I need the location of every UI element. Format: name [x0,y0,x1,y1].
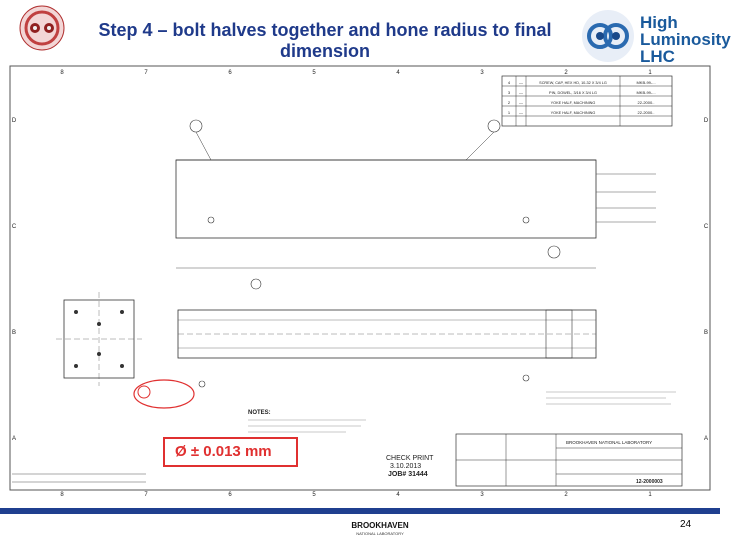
parts-list-cell: YOKE HALF, MACHINING [550,111,596,115]
zone-col-label: 8 [60,492,64,498]
zone-col-label: 4 [396,70,400,76]
svg-text:BROOKHAVEN NATIONAL LABORATORY: BROOKHAVEN NATIONAL LABORATORY [566,440,653,445]
zone-col-label: 3 [480,70,484,76]
svg-text:NOTES:: NOTES: [248,410,271,416]
parts-list-cell: MKB-99-... [636,80,656,85]
zone-col-label: 2 [564,492,568,498]
zone-row-label: D [703,118,709,124]
hl-lhc-wordmark: High Luminosity LHC [640,13,731,66]
parts-list-cell: — [519,90,523,95]
zone-col-label: 5 [312,70,316,76]
zone-col-label: 8 [60,70,64,76]
tolerance-callout: Ø ± 0.013 mm [163,437,298,467]
zone-col-label: 7 [144,492,148,498]
brookhaven-logo [340,518,420,538]
zone-row-label: A [703,436,709,442]
svg-text:3.10.2013: 3.10.2013 [390,463,422,470]
zone-row-label: B [11,330,17,336]
svg-text:BROOKHAVEN: BROOKHAVEN [351,521,409,530]
parts-list-cell: 4 [507,80,511,85]
zone-row-label: C [703,224,709,230]
parts-list-cell: 2 [507,100,511,105]
zone-col-label: 6 [228,492,232,498]
zone-col-label: 4 [396,492,400,498]
parts-list-cell: PIN, DOWEL, 3/16 X 3/4 LG [549,91,597,95]
zone-row-label: B [703,330,709,336]
parts-list-cell: 22-2000.. [637,100,655,105]
parts-list-cell: 1 [507,110,511,115]
zone-col-label: 6 [228,70,232,76]
lhc-magnet-logo [18,4,66,52]
parts-list-cell: — [519,100,523,105]
zone-row-label: A [11,436,17,442]
svg-text:12-2000003: 12-2000003 [636,479,663,485]
zone-col-label: 5 [312,492,316,498]
parts-list-cell: 22-2000.. [637,110,655,115]
parts-list-cell: MKB-99-... [636,90,656,95]
zone-col-label: 1 [648,70,652,76]
parts-list-cell: — [519,110,523,115]
parts-list-cell: 3 [507,90,511,95]
zone-col-label: 2 [564,70,568,76]
footer-bar [0,508,720,514]
zone-row-label: D [11,118,17,124]
svg-text:JOB# 31444: JOB# 31444 [388,471,428,478]
parts-list-cell: YOKE HALF, MACHINING [550,101,596,105]
zone-col-label: 1 [648,492,652,498]
engineering-drawing [6,62,714,500]
parts-list-cell: — [519,80,523,85]
page-number: 24 [680,519,692,530]
slide-title: Step 4 – bolt halves together and hone radius to final dimension [98,20,552,61]
svg-text:NATIONAL LABORATORY: NATIONAL LABORATORY [356,531,404,536]
zone-col-label: 7 [144,70,148,76]
zone-row-label: C [11,224,17,230]
parts-list-cell: SCREW, CAP, HEX HD, 10-32 X 3/4 LG [539,81,607,85]
zone-col-label: 3 [480,492,484,498]
svg-text:CHECK PRINT: CHECK PRINT [386,455,434,462]
